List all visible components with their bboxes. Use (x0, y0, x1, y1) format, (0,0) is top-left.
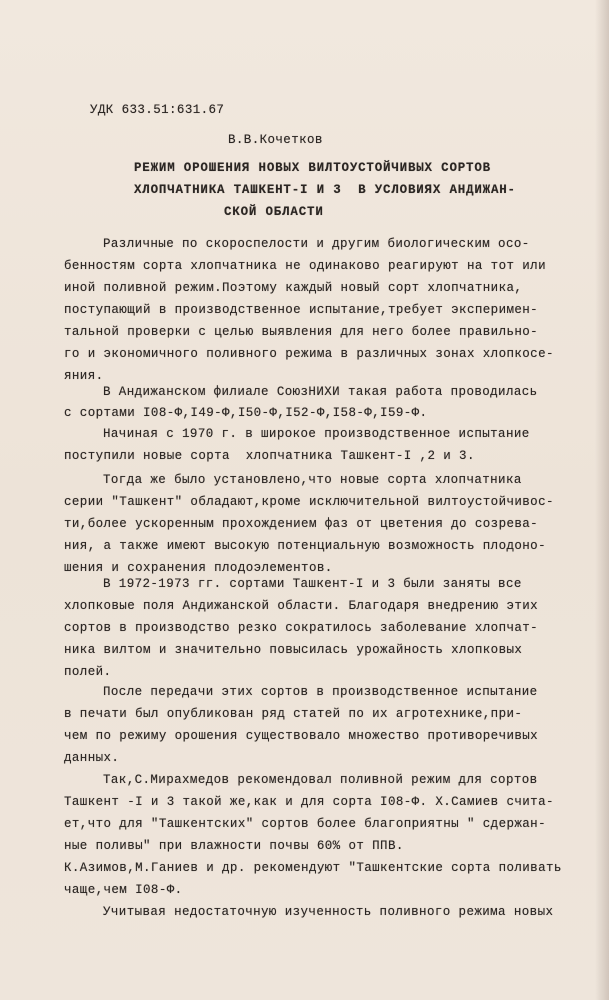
body-line: с сортами I08-Ф,I49-Ф,I50-Ф,I52-Ф,I58-Ф,I59-Ф. (64, 406, 428, 420)
body-line: ти,более ускоренным прохождением фаз от цветения до созрева- (64, 517, 539, 531)
body-line: Ташкент -I и 3 такой же,как и для сорта I08-Ф. Х.Самиев счита- (64, 795, 554, 809)
body-line: хлопковые поля Андижанской области. Благодаря внедрению этих (64, 599, 539, 613)
body-line: тальной проверки с целью выявления для него более правильно- (64, 325, 539, 339)
body-line: Различные по скороспелости и другим биологическим осо- (103, 237, 530, 251)
title-line: ХЛОПЧАТНИКА ТАШКЕНТ-I И 3 В УСЛОВИЯХ АНДИЖАН- (134, 183, 516, 197)
body-line: серии "Ташкент" обладают,кроме исключительной вилтоустойчивос- (64, 495, 554, 509)
body-line: чаще,чем I08-Ф. (64, 883, 183, 897)
body-line: ет,что для "Ташкентских" сортов более благоприятны " сдержан- (64, 817, 546, 831)
body-line: Тогда же было установлено,что новые сорта хлопчатника (103, 473, 522, 487)
body-line: в печати был опубликован ряд статей по их агротехнике,при- (64, 707, 523, 721)
author-name: В.В.Кочетков (228, 133, 323, 147)
body-line: поступающий в производственное испытание,требует эксперимен- (64, 303, 539, 317)
body-line: Учитывая недостаточную изученность поливного режима новых (103, 905, 554, 919)
title-line: СКОЙ ОБЛАСТИ (224, 205, 324, 219)
title-line: РЕЖИМ ОРОШЕНИЯ НОВЫХ ВИЛТОУСТОЙЧИВЫХ СОРТОВ (134, 161, 491, 175)
body-line: После передачи этих сортов в производственное испытание (103, 685, 538, 699)
body-line: сортов в производство резко сократилось заболевание хлопчат- (64, 621, 539, 635)
body-line: Начиная с 1970 г. в широкое производственное испытание (103, 427, 530, 441)
body-line: иной поливной режим.Поэтому каждый новый сорт хлопчатника, (64, 281, 523, 295)
body-line: ника вилтом и значительно повысилась урожайность хлопковых (64, 643, 523, 657)
udk-code: УДК 633.51:631.67 (90, 103, 225, 117)
body-line: данных. (64, 751, 120, 765)
page-edge-shadow (595, 0, 609, 1000)
body-line: ния, а также имеют высокую потенциальную возможность плодоно- (64, 539, 546, 553)
body-line: чем по режиму орошения существовало множество противоречивых (64, 729, 539, 743)
body-line: Так,С.Мирахмедов рекомендовал поливной режим для сортов (103, 773, 538, 787)
body-line: ные поливы" при влажности почвы 60% от ППВ. (64, 839, 404, 853)
body-line: В 1972-1973 гг. сортами Ташкент-I и 3 были заняты все (103, 577, 522, 591)
body-line: бенностям сорта хлопчатника не одинаково реагируют на тот или (64, 259, 546, 273)
body-line: поступили новые сорта хлопчатника Ташкент-I ,2 и 3. (64, 449, 475, 463)
body-line: яния. (64, 369, 104, 383)
body-line: го и экономичного поливного режима в различных зонах хлопкосе- (64, 347, 554, 361)
body-line: полей. (64, 665, 112, 679)
body-line: В Андижанском филиале СоюзНИХИ такая работа проводилась (103, 385, 538, 399)
body-line: К.Азимов,М.Ганиев и др. рекомендуют "Ташкентские сорта поливать (64, 861, 562, 875)
body-line: шения и сохранения плодоэлементов. (64, 561, 333, 575)
